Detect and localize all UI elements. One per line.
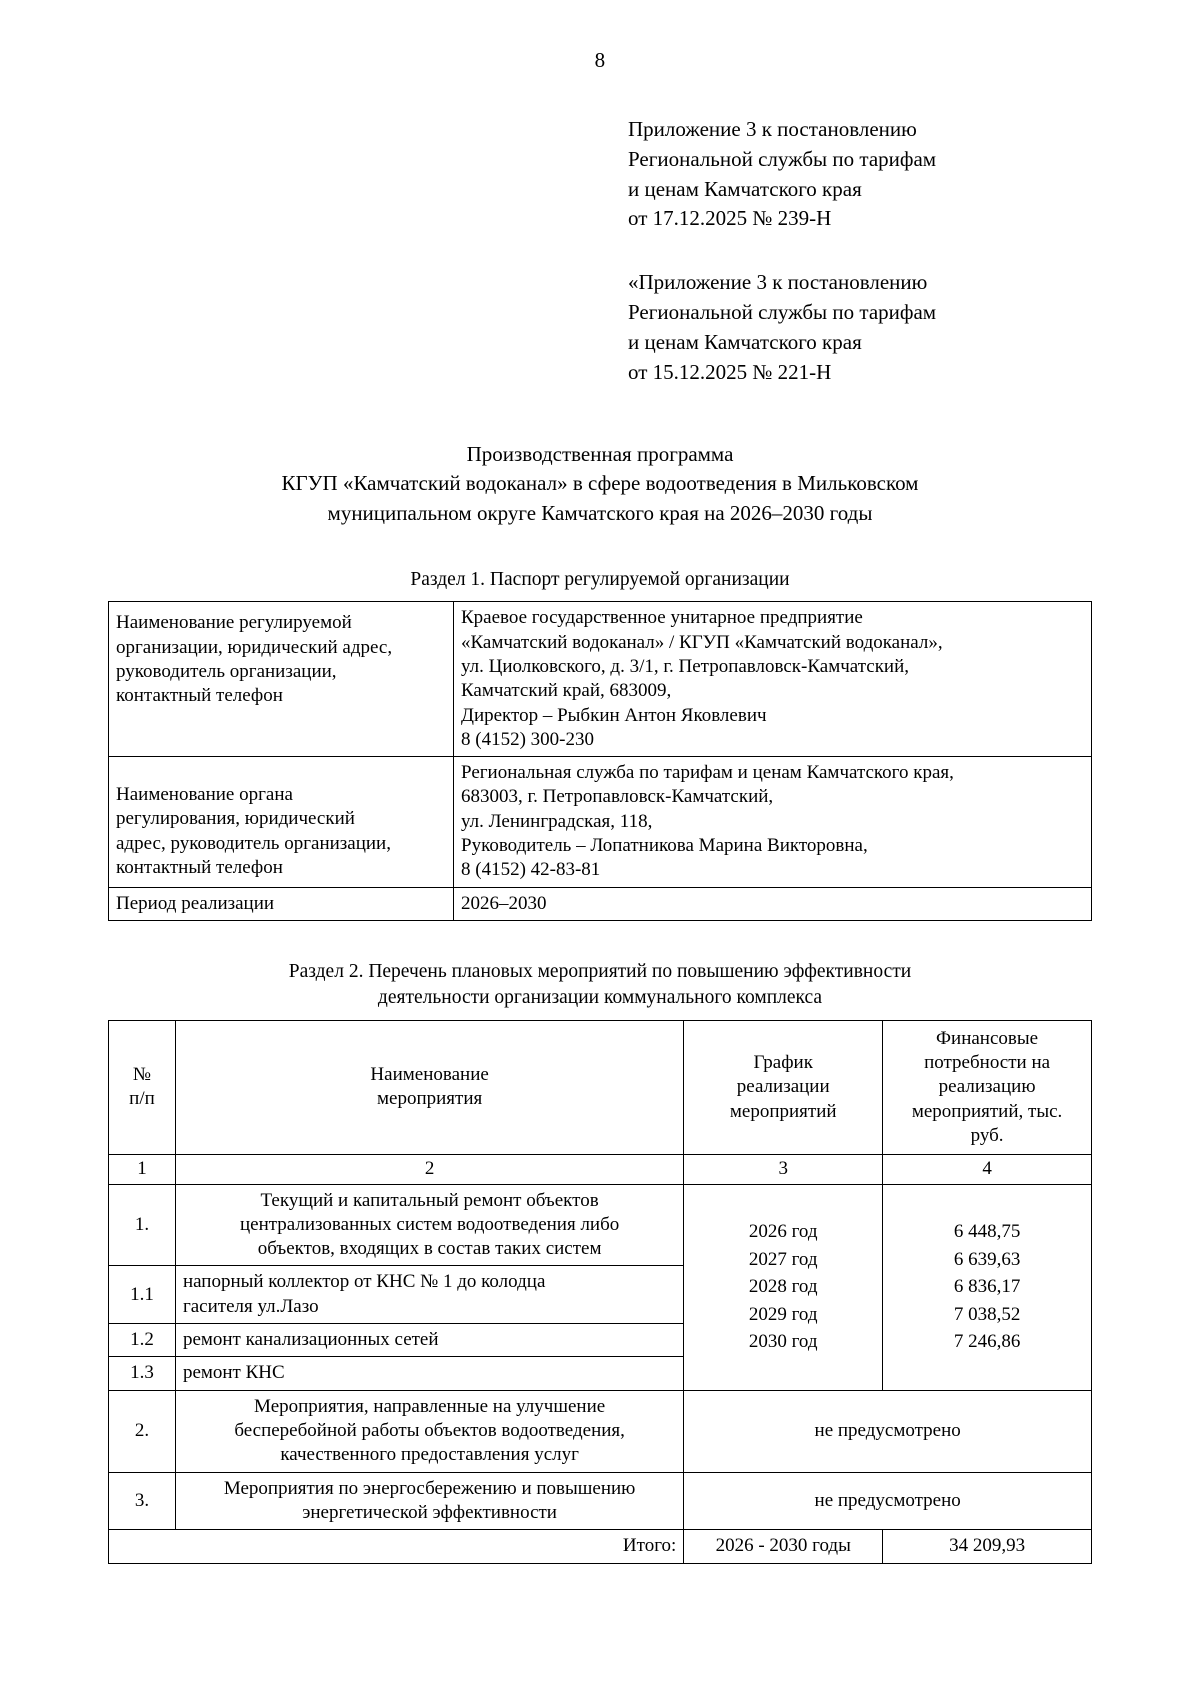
value-line: 683003, г. Петропавловск-Камчатский, xyxy=(461,786,774,808)
measures-table xyxy=(108,1020,1092,1564)
passport-table xyxy=(108,601,1092,921)
table-row xyxy=(109,757,1092,888)
row-number: 2. xyxy=(109,1390,176,1472)
document-title xyxy=(108,440,1092,529)
page-number: 8 xyxy=(594,48,606,72)
passport-label-cell xyxy=(109,887,454,920)
section-2-heading xyxy=(108,959,1092,1012)
row-name xyxy=(175,1357,683,1390)
value-line: Камчатский край, 683009, xyxy=(461,680,672,702)
approval-line: «Приложение 3 к постановлению xyxy=(628,270,928,295)
row-name xyxy=(175,1472,683,1530)
header-cell-schedule xyxy=(684,1020,883,1155)
column-number: 1 xyxy=(109,1155,176,1184)
header-line: График xyxy=(753,1051,813,1073)
approval-line: Приложение 3 к постановлению xyxy=(628,117,917,141)
row-number: 1.2 xyxy=(109,1324,176,1357)
name-line: Мероприятия по энергосбережению и повышению xyxy=(223,1477,636,1499)
name-line: энергетической эффективности xyxy=(302,1501,557,1523)
label-line: адрес, руководитель организации, xyxy=(116,832,391,854)
passport-value-cell xyxy=(454,757,1092,888)
value-line: Краевое государственное унитарное предприятие xyxy=(461,607,863,629)
label-line: Наименование регулируемой xyxy=(116,612,352,634)
header-line: реализацию xyxy=(938,1076,1036,1098)
header-line: мероприятия xyxy=(376,1088,483,1110)
row-name xyxy=(175,1390,683,1472)
header-line: мероприятий xyxy=(729,1100,837,1122)
table-row xyxy=(109,1390,1092,1472)
row-name xyxy=(175,1324,683,1357)
finance-value: 6 836,17 xyxy=(953,1276,1021,1298)
passport-label-cell xyxy=(109,602,454,757)
finance-value: 6 448,75 xyxy=(953,1221,1021,1243)
row-number: 1.1 xyxy=(109,1266,176,1324)
name-line: Мероприятия, направленные на улучшение xyxy=(254,1395,606,1417)
label-line: Наименование органа xyxy=(116,784,293,806)
row-name xyxy=(175,1266,683,1324)
finance-values-cell xyxy=(883,1184,1092,1390)
table-row xyxy=(109,1184,1092,1266)
column-number: 2 xyxy=(175,1155,683,1184)
value-line: 8 (4152) 42-83-81 xyxy=(461,859,601,881)
value-line: 8 (4152) 300-230 xyxy=(461,728,594,750)
schedule-year: 2028 год xyxy=(748,1276,818,1298)
schedule-year: 2029 год xyxy=(748,1303,818,1325)
title-line: Производственная программа xyxy=(466,441,734,466)
row-value-not-provided: не предусмотрено xyxy=(684,1390,1092,1472)
label-line: контактный телефон xyxy=(116,685,283,707)
column-number-row xyxy=(109,1155,1092,1184)
table-row xyxy=(109,602,1092,757)
header-line: потребности на xyxy=(924,1051,1051,1073)
finance-value: 7 038,52 xyxy=(953,1303,1021,1325)
totals-finance: 34 209,93 xyxy=(883,1530,1092,1563)
header-cell-num xyxy=(109,1020,176,1155)
name-line: централизованных систем водоотведения либо xyxy=(239,1213,620,1235)
row-name xyxy=(175,1184,683,1266)
header-line: п/п xyxy=(129,1088,155,1110)
table-row xyxy=(109,887,1092,920)
approval-line: Региональной службы по тарифам xyxy=(628,300,937,325)
name-line: ремонт КНС xyxy=(182,1362,285,1384)
label-line: регулирования, юридический xyxy=(116,808,355,830)
value-line: ул. Циолковского, д. 3/1, г. Петропавловск-Камчатский, xyxy=(461,655,910,677)
header-cell-name xyxy=(175,1020,683,1155)
header-line: руб. xyxy=(970,1124,1004,1146)
row-value-not-provided: не предусмотрено xyxy=(684,1472,1092,1530)
section-1-heading xyxy=(108,567,1092,593)
title-line: муниципальном округе Камчатского края на 2026–2030 годы xyxy=(327,501,873,526)
header-line: Наименование xyxy=(370,1064,489,1086)
label-line: руководитель организации, xyxy=(116,660,337,682)
label-line: организации, юридический адрес, xyxy=(116,636,393,658)
value-line: ул. Ленинградская, 118, xyxy=(461,810,653,832)
passport-label-cell xyxy=(109,757,454,888)
title-line: КГУП «Камчатский водоканал» в сфере водоотведения в Мильковском xyxy=(281,471,919,496)
schedule-year: 2027 год xyxy=(748,1248,818,1270)
name-line: ремонт канализационных сетей xyxy=(182,1329,439,1351)
header-cell-finance xyxy=(883,1020,1092,1155)
section-heading-line: Раздел 2. Перечень плановых мероприятий по повышению эффективности xyxy=(288,961,912,982)
column-number: 3 xyxy=(684,1155,883,1184)
row-number: 1. xyxy=(109,1184,176,1266)
approval-line: от 15.12.2025 № 221-Н xyxy=(628,359,832,384)
header-line: № xyxy=(132,1064,152,1086)
passport-value-cell xyxy=(454,887,1092,920)
name-line: объектов, входящих в состав таких систем xyxy=(257,1238,602,1260)
totals-row xyxy=(109,1530,1092,1563)
schedule-year: 2030 год xyxy=(748,1331,818,1353)
passport-value-cell xyxy=(454,602,1092,757)
approval-line: и ценам Камчатского края xyxy=(628,329,862,354)
table-header-row xyxy=(109,1020,1092,1155)
approval-line: и ценам Камчатского края xyxy=(628,176,862,201)
column-number: 4 xyxy=(883,1155,1092,1184)
approval-line: от 17.12.2025 № 239-Н xyxy=(628,206,832,231)
schedule-year: 2026 год xyxy=(748,1221,818,1243)
schedule-years-cell xyxy=(684,1184,883,1390)
table-row xyxy=(109,1472,1092,1530)
finance-value: 7 246,86 xyxy=(953,1331,1021,1353)
approval-line: Региональной службы по тарифам xyxy=(628,146,937,171)
totals-label: Итого: xyxy=(109,1530,684,1563)
name-line: гасителя ул.Лазо xyxy=(182,1295,319,1317)
value-line: Региональная служба по тарифам и ценам Камчатского края, xyxy=(461,762,954,784)
name-line: качественного предоставления услуг xyxy=(280,1444,579,1466)
totals-schedule: 2026 - 2030 годы xyxy=(684,1530,883,1563)
header-line: Финансовые xyxy=(936,1027,1039,1049)
name-line: бесперебойной работы объектов водоотведения, xyxy=(234,1420,625,1441)
header-line: мероприятий, тыс. xyxy=(911,1100,1063,1122)
row-number: 1.3 xyxy=(109,1357,176,1390)
name-line: напорный коллектор от КНС № 1 до колодца xyxy=(182,1271,546,1293)
name-line: Текущий и капитальный ремонт объектов xyxy=(260,1189,599,1211)
section-heading-line: деятельности организации коммунального комплекса xyxy=(377,987,823,1009)
finance-value: 6 639,63 xyxy=(953,1248,1021,1270)
section-heading-line: Раздел 1. Паспорт регулируемой организации xyxy=(410,568,790,590)
label-line: Период реализации xyxy=(116,892,275,914)
row-number: 3. xyxy=(109,1472,176,1530)
value-line: Директор – Рыбкин Антон Яковлевич xyxy=(461,704,767,726)
value-line: 2026–2030 xyxy=(461,892,547,914)
label-line: контактный телефон xyxy=(116,857,283,879)
value-line: Руководитель – Лопатникова Марина Викторовна, xyxy=(461,835,868,857)
approval-block-quoted xyxy=(628,268,1092,387)
value-line: «Камчатский водоканал» / КГУП «Камчатский водоканал», xyxy=(461,631,943,653)
approval-block-current xyxy=(628,115,1092,234)
header-line: реализации xyxy=(736,1076,830,1098)
